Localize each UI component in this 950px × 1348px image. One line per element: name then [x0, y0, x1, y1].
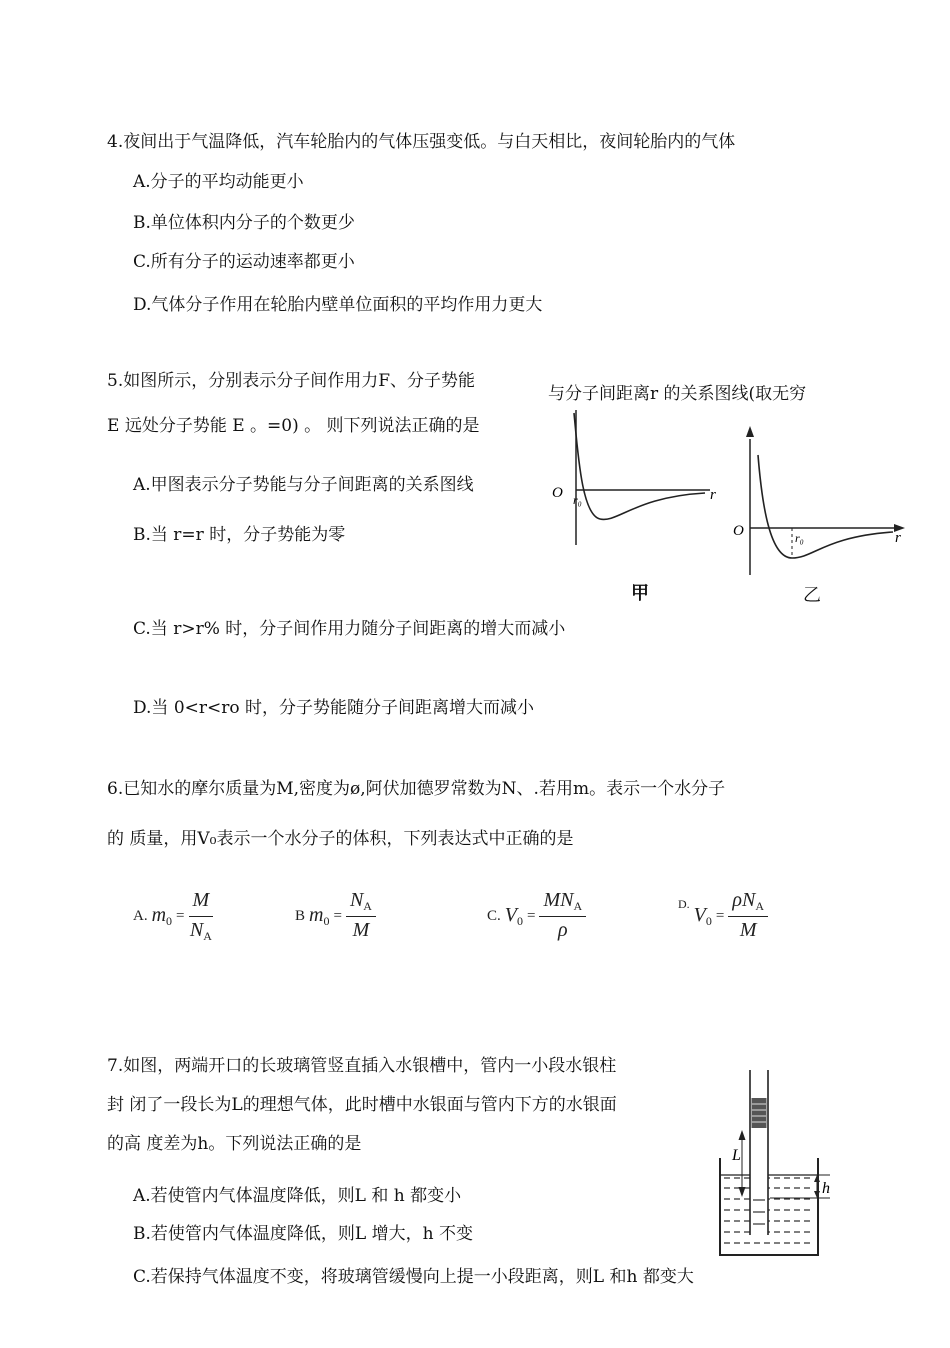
q6-formula-a-den-sub: A [203, 929, 212, 943]
q6-formula-b-lhs-sub: 0 [323, 914, 330, 928]
q6-formula-c-lhs-sub: 0 [516, 914, 523, 928]
q5-option-c: C.当 r>r% 时，分子间作用力随分子间距离的增大而减小 [133, 619, 566, 639]
graph-yi-axis-y-arrow [746, 426, 754, 437]
q6-formula-b-lhs: m [309, 904, 324, 926]
q6-formula-d-lhs-sub: 0 [705, 914, 712, 928]
q7-line1: 7.如图，两端开口的长玻璃管竖直插入水银槽中，管内一小段水银柱 [107, 1056, 617, 1076]
q6-formula-d-lhs: V [693, 904, 706, 926]
graph-jia-r0: r₀ [573, 493, 582, 507]
graph-yi-caption: 乙 [803, 585, 821, 606]
q6-formula-c-num: MN [543, 889, 574, 911]
q6-formula-d-den: M [739, 919, 757, 941]
q4-option-d: D.气体分子作用在轮胎内壁单位面积的平均作用力更大 [133, 295, 543, 315]
height-h-arrow-up [814, 1175, 820, 1182]
q6-formula-b-label: B [295, 908, 306, 924]
q5-option-a: A.甲图表示分子势能与分子间距离的关系图线 [133, 475, 474, 495]
q4-stem: 4.夜间出于气温降低，汽车轮胎内的气体压强变低。与白天相比，夜间轮胎内的气体 [107, 132, 736, 152]
q6-formula-d-num-sub: A [755, 899, 764, 913]
q6-formula-a-lhs: m [151, 904, 167, 926]
length-l-arrow-down [739, 1187, 746, 1197]
q4-option-b: B.单位体积内分子的个数更少 [133, 213, 355, 233]
graph-jia-axis-label: r [710, 487, 716, 503]
length-l-arrow-up [739, 1130, 746, 1140]
graph-jia-caption: 甲 [631, 583, 649, 604]
q4-option-c: C.所有分子的运动速率都更小 [133, 252, 355, 272]
q6-formula-b-den: M [352, 919, 370, 941]
q6-formula-a-lhs-sub: 0 [166, 914, 173, 928]
graph-jia-origin: O [552, 485, 563, 501]
q6-formula-b-num-sub: A [363, 899, 372, 913]
q6-formula-b: B $m_0$ = $\frac{N_A}{M}$ [295, 889, 376, 944]
q6-formula-a-den: N [189, 919, 204, 941]
q4-option-a: A.分子的平均动能更小 [133, 172, 304, 192]
q6-formula-b-num: N [349, 889, 364, 911]
q6-line1: 6.已知水的摩尔质量为M,密度为ø,阿伏加德罗常数为N、.若用m。表示一个水分子 [107, 779, 726, 799]
q5-option-d: D.当 0<r<ro 时，分子势能随分子间距离增大而减小 [133, 698, 535, 718]
q6-formula-c-label: C. [487, 908, 501, 924]
graph-jia-curve [574, 413, 705, 519]
q6-formula-a: A. $m_0$ = $\frac{M}{N_A}$ [133, 889, 212, 943]
mercury-tube-figure [712, 1060, 842, 1260]
q7-line3: 的高 度差为h。下列说法正确的是 [107, 1134, 362, 1154]
q6-formula-a-label: A. [133, 908, 148, 924]
q5-option-b: B.当 r=r 时，分子势能为零 [133, 525, 346, 545]
q7-option-a: A.若使管内气体温度降低，则L 和 h 都变小 [133, 1186, 462, 1206]
mercury-column [752, 1098, 767, 1128]
q7-option-b: B.若使管内气体温度降低，则L 增大，h 不变 [133, 1224, 473, 1244]
q5-stem-line2: E 远处分子势能 E 。=0) 。 则下列说法正确的是 [107, 416, 480, 436]
trough-mercury-lines [724, 1178, 814, 1243]
q6-line2: 的 质量，用V₀表示一个水分子的体积，下列表达式中正确的是 [107, 829, 574, 849]
q6-formula-c-num-sub: A [573, 899, 583, 913]
q7-line2: 封 闭了一段长为L的理想气体，此时槽中水银面与管内下方的水银面 [107, 1095, 617, 1115]
q5-stem-right: 与分子间距离r 的关系图线(取无穷 [548, 384, 807, 404]
q6-formula-c-lhs: V [504, 904, 517, 926]
q6-formula-c: C. $V_0$ = $\frac{MN_A}{\rho}$ [487, 889, 586, 944]
q6-formula-c-den: ρ [557, 919, 568, 941]
label-L: L [732, 1147, 741, 1164]
label-h: h [822, 1180, 830, 1197]
mercury-trough [720, 1158, 818, 1255]
q6-formula-d-label: D. [678, 897, 690, 912]
graph-yi [728, 425, 908, 580]
q6-formula-d-num: ρN [732, 889, 756, 911]
q7-option-c: C.若保持气体温度不变，将玻璃管缓慢向上提一小段距离，则L 和h 都变大 [133, 1267, 694, 1287]
glass-tube-interior [750, 1070, 768, 1235]
height-h-arrow-down [814, 1191, 820, 1198]
q5-stem-line1: 5.如图所示，分别表示分子间作用力F、分子势能 [107, 371, 476, 391]
graph-yi-r0: r₀ [795, 531, 804, 545]
q6-formula-a-num: M [192, 889, 210, 911]
graph-yi-origin: O [733, 523, 744, 539]
graph-jia [540, 405, 740, 555]
q6-formula-d: $^{D.}$ $V_0$ = $\frac{\rho N_A}{M}$ [678, 889, 768, 944]
graph-yi-curve [758, 455, 893, 558]
graph-yi-axis-label: r [895, 530, 901, 546]
